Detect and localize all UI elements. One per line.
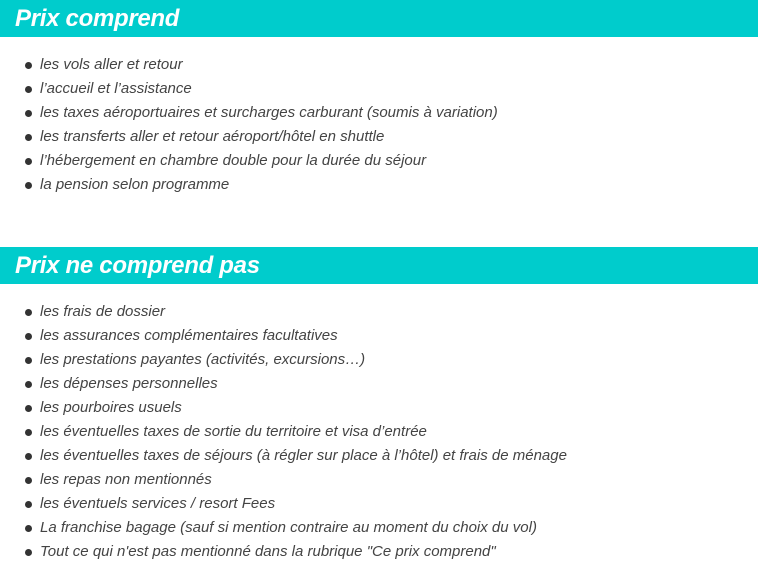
bullet-icon [25, 62, 32, 69]
list-item-text: les assurances complémentaires facultatives [40, 327, 338, 344]
list-item [0, 540, 567, 564]
bullet-icon [25, 357, 32, 364]
list-item [0, 173, 498, 197]
list-item [0, 101, 498, 125]
list-item-text: la pension selon programme [40, 176, 230, 193]
list-item-text: les repas non mentionnés [40, 471, 212, 488]
included-section-title: Prix comprend [15, 5, 180, 32]
excluded-section-header [0, 247, 758, 284]
list-item [0, 372, 567, 396]
bullet-icon [25, 453, 32, 460]
bullet-icon [25, 429, 32, 436]
list-item [0, 77, 498, 101]
list-item [0, 516, 567, 540]
excluded-section-title: Prix ne comprend pas [15, 252, 260, 279]
bullet-icon [25, 381, 32, 388]
bullet-icon [25, 158, 32, 165]
included-section-header [0, 0, 758, 37]
list-item-text: les transferts aller et retour aéroport/hôtel en shuttle [40, 128, 385, 145]
bullet-icon [25, 86, 32, 93]
bullet-icon [25, 110, 32, 117]
list-item [0, 348, 567, 372]
list-item-text: les pourboires usuels [40, 399, 182, 416]
list-item [0, 125, 498, 149]
list-item [0, 420, 567, 444]
bullet-icon [25, 405, 32, 412]
bullet-icon [25, 134, 32, 141]
list-item-text: les frais de dossier [40, 303, 166, 320]
list-item-text: les taxes aéroportuaires et surcharges carburant (soumis à variation) [40, 104, 498, 121]
list-item-text: les dépenses personnelles [40, 375, 218, 392]
bullet-icon [25, 182, 32, 189]
list-item [0, 300, 567, 324]
list-item-text: les éventuels services / resort Fees [40, 495, 276, 512]
bullet-icon [25, 549, 32, 556]
list-item-text: La franchise bagage (sauf si mention contraire au moment du choix du vol) [40, 519, 537, 536]
list-item [0, 444, 567, 468]
list-item [0, 149, 498, 173]
bullet-icon [25, 501, 32, 508]
bullet-icon [25, 333, 32, 340]
list-item [0, 396, 567, 420]
list-item-text: les vols aller et retour [40, 56, 183, 73]
list-item-text: les prestations payantes (activités, excursions…) [40, 351, 366, 368]
list-item-text: les éventuelles taxes de sortie du territoire et visa d’entrée [40, 423, 427, 440]
bullet-icon [25, 477, 32, 484]
list-item [0, 492, 567, 516]
bullet-icon [25, 309, 32, 316]
list-item [0, 53, 498, 77]
bullet-icon [25, 525, 32, 532]
included-items-list [0, 53, 498, 197]
list-item-text: l’accueil et l’assistance [40, 80, 192, 97]
list-item [0, 468, 567, 492]
list-item-text: les éventuelles taxes de séjours (à régler sur place à l’hôtel) et frais de ménage [40, 447, 567, 464]
list-item-text: l’hébergement en chambre double pour la durée du séjour [40, 152, 427, 169]
excluded-items-list [0, 300, 567, 564]
list-item [0, 324, 567, 348]
list-item-text: Tout ce qui n'est pas mentionné dans la rubrique "Ce prix comprend" [40, 543, 496, 560]
